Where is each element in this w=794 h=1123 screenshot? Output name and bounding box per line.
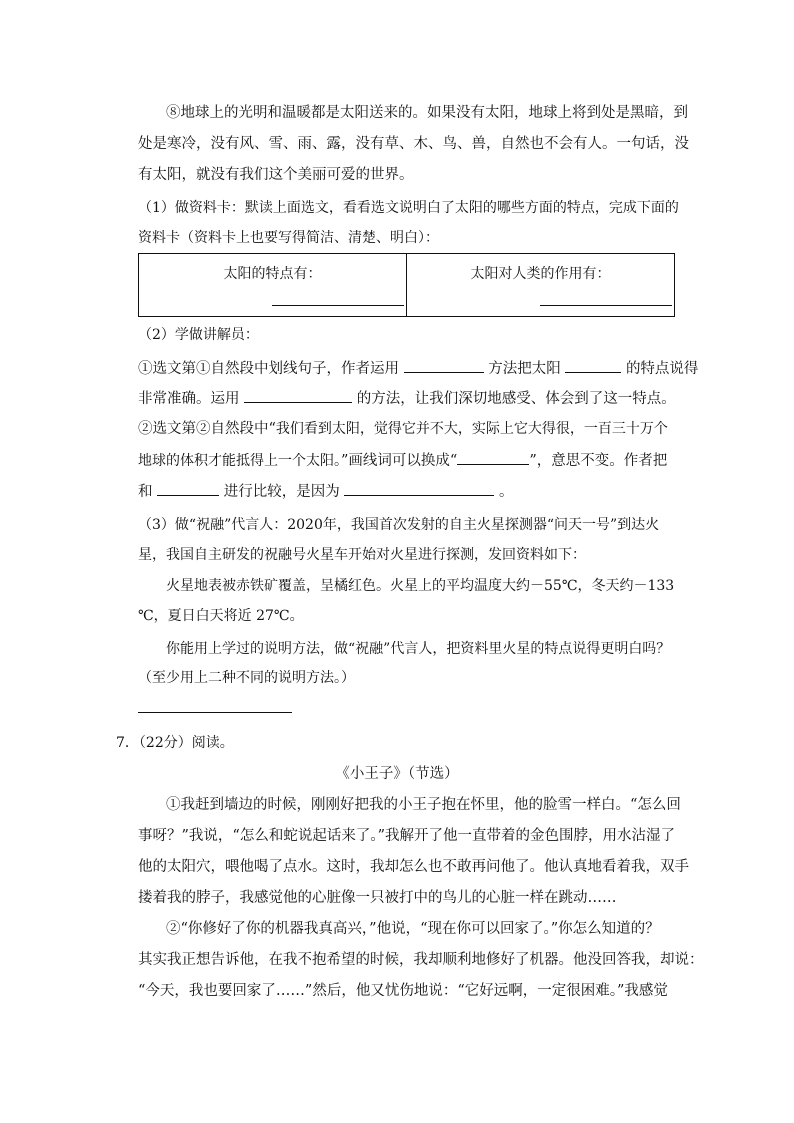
card-cell-sun-effects[interactable] — [407, 254, 675, 317]
passage-p2-line-2: 其实我正想告诉他，在我不抱希望的时候，我却顺利地修好了机器。他没回答我，却说： — [138, 952, 704, 968]
card-answer-line-left — [272, 305, 404, 306]
q3-line-3: 火星地表被赤铁矿覆盖，呈橘红色。火星上的平均温度大约－55℃，冬天约－133 — [166, 578, 675, 594]
q2-e2: 进行比较，是因为 — [223, 484, 340, 500]
passage-p2-line-3: “今天，我也要回家了……”然后，他又忧伤地说：“它好远啊，一定很困难。”我感觉 — [138, 983, 668, 999]
passage-p1-line-1: ①我赶到墙边的时候，刚刚好把我的小王子抱在怀里，他的脸雪一样白。“怎么回 — [166, 797, 681, 813]
q2-d2: ”画线词可以换成“ — [341, 453, 458, 469]
q1-line-2: 资料卡（资料卡上也要写得简洁、清楚、明白）： — [138, 230, 439, 246]
q2-a3: 的特点说得 — [625, 361, 699, 377]
q2-item-2-line-2 — [138, 450, 667, 471]
q2-item-1-line-1 — [138, 358, 698, 379]
fill-blank-feature[interactable] — [565, 358, 621, 373]
card-cell-sun-features[interactable] — [139, 254, 407, 317]
q2-c1: ②选文第②自然段中“ — [138, 421, 276, 437]
q2-b2: 的方法，让我们深切地感受、体会到了这一特点。 — [356, 391, 676, 407]
fill-blank-method-2[interactable] — [244, 388, 352, 403]
q1-line-1: （1）做资料卡：默读上面选文，看看选文说明白了太阳的哪些方面的特点，完成下面的 — [138, 200, 679, 216]
q2-b1: 非常准确。运用 — [138, 391, 240, 407]
passage-p1-line-2: 事呀？”我说，“怎么和蛇说起话来了。”我解开了他一直带着的金色围脖，用水沾湿了 — [138, 828, 675, 844]
info-card-table — [138, 253, 675, 317]
q2-e1: 和 — [138, 484, 153, 500]
q3-line-1: （3）做“祝融”代言人：2020年，我国首次发射的自主火星探测器“问天一号”到达火 — [138, 517, 660, 533]
q3-answer-line[interactable] — [138, 712, 292, 713]
q3-line-6: （至少用上二种不同的说明方法。） — [138, 670, 355, 686]
passage-p1-line-4: 搂着我的脖子，我感觉他的心脏像一只被打中的鸟儿的心脏一样在跳动…… — [138, 890, 617, 906]
para8-line-1: ⑧地球上的光明和温暖都是太阳送来的。如果没有太阳，地球上将到处是黑暗，到 — [166, 105, 688, 121]
fill-blank-method[interactable] — [404, 358, 484, 373]
fill-blank-synonym[interactable] — [457, 450, 529, 465]
q2-e3: 。 — [498, 484, 514, 500]
card-label-sun-features: 太阳的特点有： — [223, 266, 322, 282]
fill-blank-compare-object[interactable] — [157, 481, 219, 496]
q2-item-2-line-1 — [138, 419, 668, 439]
para8-line-2: 处是寒冷，没有风、雪、雨、露，没有草、木、鸟、兽，自然也不会有人。一句话，没 — [138, 136, 689, 152]
q2-item-1-line-2 — [138, 388, 676, 409]
q2-c2: 我们看到太阳，觉得它并不大，实际上它大得很，一百三十万个 — [275, 421, 668, 437]
q2-d3: ”，意思不变。作者把 — [529, 453, 668, 469]
card-label-sun-effects: 太阳对人类的作用有： — [470, 266, 611, 282]
q2-a1: ①选文第①自然段中划线句子，作者运用 — [138, 361, 399, 377]
q2-d1: 地球的体积才能抵得上一个太阳。 — [138, 453, 341, 469]
q2-heading: （2）学做讲解员： — [138, 327, 259, 343]
passage-title: 《小王子》（节选） — [335, 766, 459, 782]
q2-a2: 方法把太阳 — [488, 361, 561, 377]
para8-line-3: 有太阳，就没有我们这个美丽可爱的世界。 — [138, 167, 414, 183]
q2-item-2-line-3 — [138, 481, 513, 502]
q3-line-4: ℃，夏日白天将近 27℃。 — [138, 608, 304, 624]
q3-line-2: 星，我国自主研发的祝融号火星车开始对火星进行探测，发回资料如下： — [138, 547, 586, 563]
q7-heading: 7．（22分）阅读。 — [116, 735, 234, 751]
fill-blank-reason[interactable] — [344, 481, 494, 496]
q3-line-5: 你能用上学过的说明方法，做“祝融”代言人，把资料里火星的特点说得更明白吗？ — [166, 641, 671, 657]
card-answer-line-right — [540, 305, 672, 306]
passage-p2-line-1: ②“你修好了你的机器我真高兴，”他说，“现在你可以回家了。”你怎么知道的？ — [166, 921, 660, 937]
passage-p1-line-3: 他的太阳穴，喂他喝了点水。这时，我却怎么也不敢再问他了。他认真地看着我，双手 — [138, 859, 689, 875]
